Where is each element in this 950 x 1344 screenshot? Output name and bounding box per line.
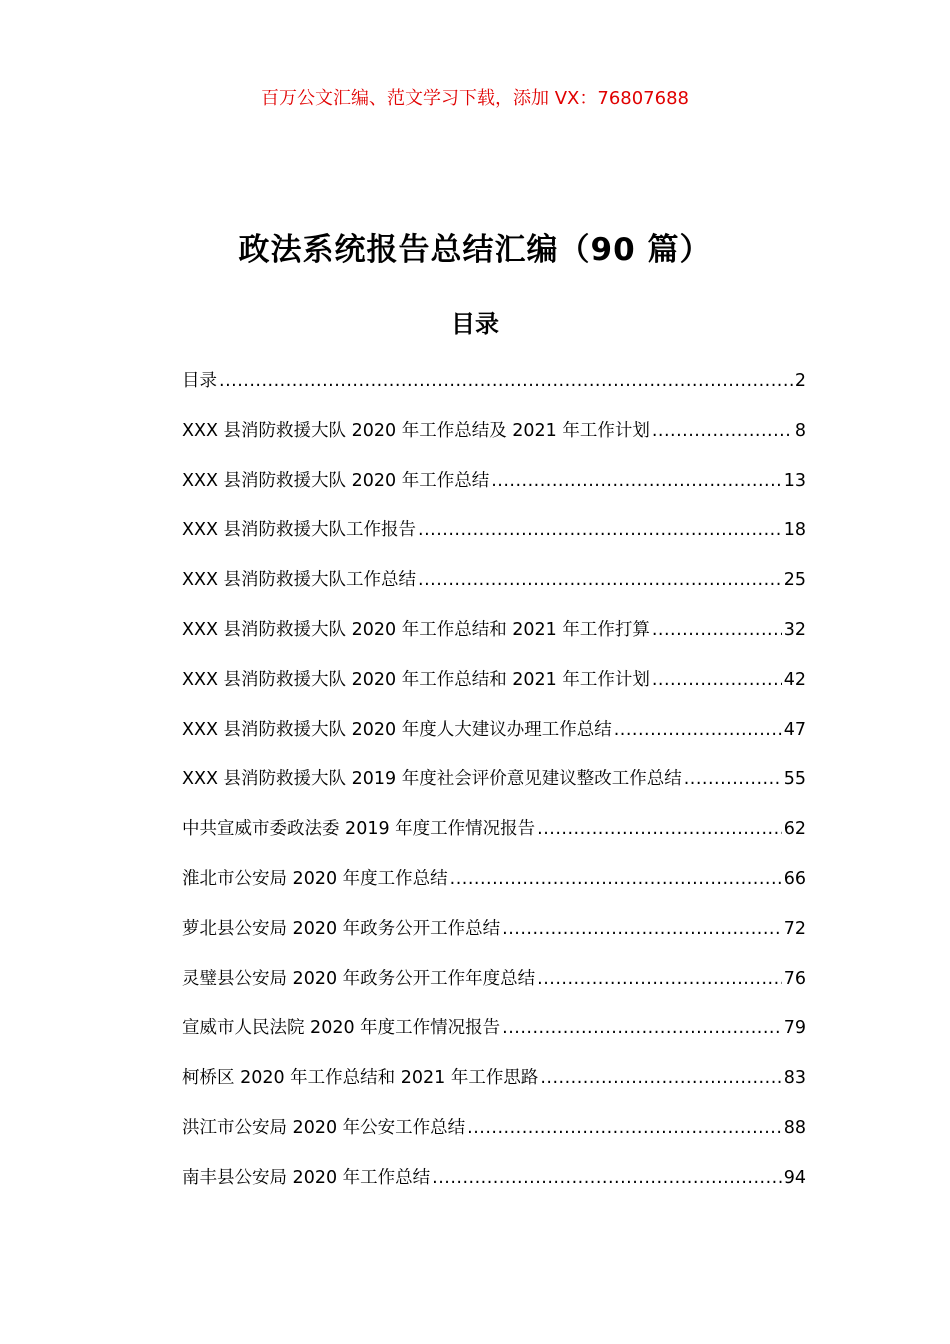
toc-entry-title: XXX 县消防救援大队 2020 年工作总结和 2021 年工作计划 <box>182 669 650 690</box>
toc-entry-title: XXX 县消防救援大队工作报告 <box>182 520 417 541</box>
toc-entry-title: XXX 县消防救援大队 2019 年度社会评价意见建议整改工作总结 <box>182 769 682 790</box>
toc-entry[interactable] <box>182 864 806 914</box>
toc-entry[interactable] <box>182 1063 806 1113</box>
toc-entry-title: XXX 县消防救援大队 2020 年度人大建议办理工作总结 <box>182 719 612 740</box>
toc-entry[interactable] <box>182 715 806 765</box>
toc-entry-title: XXX 县消防救援大队工作总结 <box>182 570 417 591</box>
toc-dot-leader <box>450 864 782 894</box>
toc-entry[interactable] <box>182 814 806 864</box>
toc-entry[interactable] <box>182 964 806 1014</box>
toc-dot-leader <box>502 1013 782 1043</box>
toc-entry[interactable] <box>182 416 806 466</box>
toc-entry-page: 18 <box>783 520 806 541</box>
toc-entry-page: 25 <box>783 570 806 591</box>
toc-entry[interactable] <box>182 1013 806 1063</box>
toc-entry[interactable] <box>182 1113 806 1163</box>
toc-entry-page: 47 <box>783 719 806 740</box>
toc-entry-title: 南丰县公安局 2020 年工作总结 <box>182 1167 431 1188</box>
toc-entry[interactable] <box>182 366 806 416</box>
toc-entry-page: 72 <box>783 918 806 939</box>
toc-entry[interactable] <box>182 565 806 615</box>
toc-entry-title: 宣威市人民法院 2020 年度工作情况报告 <box>182 1018 501 1039</box>
toc-dot-leader <box>219 366 793 396</box>
toc-entry[interactable] <box>182 615 806 665</box>
toc-dot-leader <box>537 814 782 844</box>
toc-entry-page: 79 <box>783 1018 806 1039</box>
toc-entry-title: XXX 县消防救援大队 2020 年工作总结 <box>182 470 490 491</box>
toc-entry-title: 淮北市公安局 2020 年度工作总结 <box>182 868 448 889</box>
toc-entry-page: 88 <box>783 1117 806 1138</box>
toc-entry[interactable] <box>182 515 806 565</box>
toc-entry-page: 76 <box>783 968 806 989</box>
toc-dot-leader <box>652 416 793 446</box>
toc-entry-page: 32 <box>783 619 806 640</box>
toc-entry-title: 中共宣威市委政法委 2019 年度工作情况报告 <box>182 819 536 840</box>
toc-dot-leader <box>432 1163 782 1193</box>
toc-dot-leader <box>418 515 782 545</box>
toc-entry[interactable] <box>182 1163 806 1213</box>
toc-entry-title: 洪江市公安局 2020 年公安工作总结 <box>182 1117 466 1138</box>
toc-dot-leader <box>652 615 782 645</box>
toc-entry-page: 83 <box>783 1068 806 1089</box>
toc-entry-title: XXX 县消防救援大队 2020 年工作总结和 2021 年工作打算 <box>182 619 650 640</box>
toc-entry-page: 8 <box>794 420 806 441</box>
toc-entry-title: 目录 <box>182 371 217 391</box>
toc-dot-leader <box>537 964 782 994</box>
toc-entry-page: 94 <box>783 1167 806 1188</box>
toc-entry-page: 66 <box>783 868 806 889</box>
toc-entry-page: 2 <box>794 371 806 391</box>
toc-entry[interactable] <box>182 764 806 814</box>
toc-dot-leader <box>467 1113 782 1143</box>
toc-entry-page: 13 <box>783 470 806 491</box>
header-watermark-note: 百万公文汇编、范文学习下载，添加 VX：76807688 <box>261 88 689 109</box>
table-of-contents <box>182 366 806 1213</box>
toc-dot-leader <box>418 565 782 595</box>
toc-dot-leader <box>684 764 782 794</box>
toc-dot-leader <box>540 1063 781 1093</box>
toc-entry-page: 55 <box>783 769 806 790</box>
toc-entry-page: 62 <box>783 819 806 840</box>
toc-dot-leader <box>491 466 782 496</box>
toc-entry[interactable] <box>182 914 806 964</box>
toc-dot-leader <box>652 665 782 695</box>
toc-entry[interactable] <box>182 665 806 715</box>
toc-entry-title: 柯桥区 2020 年工作总结和 2021 年工作思路 <box>182 1068 539 1089</box>
toc-entry-page: 42 <box>783 669 806 690</box>
toc-heading: 目录 <box>451 310 499 338</box>
toc-entry-title: XXX 县消防救援大队 2020 年工作总结及 2021 年工作计划 <box>182 420 650 441</box>
toc-entry[interactable] <box>182 466 806 516</box>
toc-dot-leader <box>614 715 782 745</box>
toc-entry-title: 灵璧县公安局 2020 年政务公开工作年度总结 <box>182 968 536 989</box>
document-title: 政法系统报告总结汇编（90 篇） <box>238 232 712 268</box>
toc-entry-title: 萝北县公安局 2020 年政务公开工作总结 <box>182 918 501 939</box>
toc-dot-leader <box>502 914 782 944</box>
